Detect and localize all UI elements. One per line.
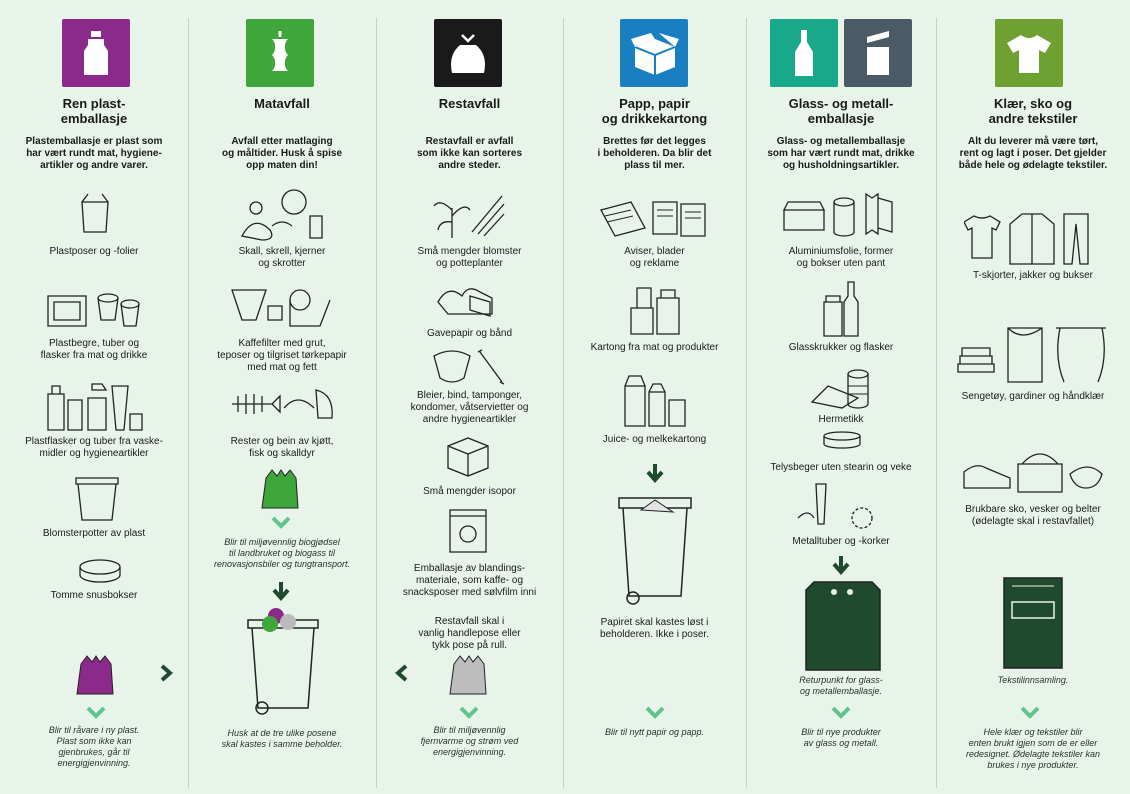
plastic-bag-icon (78, 192, 112, 234)
category-title: Papp, papir og drikkekartong (601, 96, 708, 126)
category-description: Restavfall er avfall som ikke kan sorteres andre steder. (416, 136, 523, 171)
bin-note: Husk at de tre ulike posene skal kastes i samme beholder. (221, 728, 343, 749)
organic-bin-icon (246, 606, 320, 718)
item-label: Aluminiumsfolie, former og bokser uten pant (788, 246, 894, 269)
cardboard-box-icon (620, 19, 688, 87)
result-note: Blir til råvare i ny plast. Plast som ikke kan gjenbrukes, går til energigjenvinning. (48, 725, 140, 768)
item-label: Plastflasker og tuber fra vaske- midler og hygieneartikler (25, 436, 163, 459)
arrow-right-icon (158, 664, 178, 687)
arrow-left-icon (390, 664, 410, 687)
arrow-down-icon (272, 582, 290, 607)
item-label: Kartong fra mat og produkter (590, 342, 719, 353)
chevron-down-icon (645, 706, 665, 725)
category-title: Klær, sko og andre tekstiler (988, 96, 1078, 126)
column-tekstil (936, 0, 1130, 794)
item-label: Plastbegre, tuber og flasker fra mat og drikke (40, 338, 148, 361)
chevron-down-icon (271, 516, 291, 535)
arrow-down-icon (646, 464, 664, 489)
fish-bones-icon (230, 384, 338, 424)
chevron-down-icon (86, 706, 106, 725)
item-label: Blomsterpotter av plast (42, 528, 146, 539)
bin-note: Tekstilinnsamling. (997, 675, 1069, 685)
item-label: T-skjorter, jakker og bukser (972, 270, 1094, 281)
snus-box-icon (76, 557, 124, 585)
detergent-bottles-icon (44, 378, 144, 432)
item-label: Bleier, bind, tamponger, kondomer, våtservietter og andre hygieneartikler (410, 390, 529, 425)
diaper-icon (432, 348, 508, 386)
glass-bottle-icon (770, 19, 838, 87)
item-label: Juice- og melkekartong (602, 434, 707, 445)
item-label: Hermetikk (818, 414, 864, 425)
category-title: Restavfall (438, 96, 501, 111)
plastic-bottle-icon (62, 19, 130, 87)
green-bag-icon (258, 466, 304, 512)
result-note: Hele klær og tekstiler blir enten brukt igjen som de er eller redesignet. Ødelagte tekstiler kan brukes i nye produkter. (965, 727, 1101, 770)
plastic-cups-icon (46, 290, 142, 332)
arrow-down-icon (832, 556, 850, 581)
canned-food-icon (810, 366, 872, 412)
column-plast (0, 0, 188, 794)
trash-bag-icon (434, 19, 502, 87)
item-label: Glasskrukker og flasker (788, 342, 894, 353)
item-label: Kaffefilter med grut, teposer og tilgriset tørkepapir med mat og fett (217, 338, 347, 373)
purple-bag-icon (73, 652, 119, 698)
item-label: Metalltuber og -korker (792, 536, 890, 547)
item-label: Skall, skrell, kjerner og skrotter (238, 246, 326, 269)
styrofoam-icon (444, 436, 492, 478)
potted-plant-icon (432, 192, 508, 240)
category-description: Glass- og metallemballasje som har vært rundt mat, drikke og husholdningsartikler. (767, 136, 915, 171)
paper-bin-icon (617, 488, 693, 606)
category-description: Plastemballasje er plast som har vært rundt mat, hygiene- artikler og andre varer. (25, 136, 163, 171)
metal-tube-caps-icon (796, 482, 884, 530)
coffee-filter-icon (230, 286, 334, 330)
column-restavfall (376, 0, 563, 794)
result-note: Blir til nye produkter av glass og metall. (801, 727, 881, 748)
category-description: Alt du leverer må være tørt, rent og lagt i poser. Det gjelder både hele og ødelagte tekstiler. (958, 136, 1108, 171)
item-label: Telysbeger uten stearin og veke (770, 462, 912, 473)
instruction-text: Restavfall skal i vanlig handlepose eller tykk pose på rull. (418, 616, 521, 651)
category-title: Glass- og metall- emballasje (788, 96, 894, 126)
textile-container-icon (1002, 576, 1064, 670)
cardboard-packages-icon (627, 286, 685, 336)
chevron-down-icon (1020, 706, 1040, 725)
tealight-cup-icon (822, 430, 862, 450)
tshirt-icon (995, 19, 1063, 87)
item-label: Emballasje av blandings- materiale, som kaffe- og snacksposer med sølvfilm inni (402, 563, 537, 598)
gift-wrap-icon (436, 282, 496, 320)
glass-collection-container-icon (804, 580, 882, 672)
bin-note: Papiret skal kastes løst i beholderen. Ikke i poser. (600, 617, 709, 640)
column-glass-metall (746, 0, 936, 794)
column-papp (563, 0, 746, 794)
chevron-down-icon (459, 706, 479, 725)
category-description: Brettes før det legges i beholderen. Da blir det plass til mer. (597, 136, 712, 171)
aluminium-foil-icon (782, 190, 898, 238)
item-label: Små mengder isopor (423, 486, 516, 497)
newspapers-icon (599, 196, 711, 242)
flower-pot-icon (74, 474, 120, 522)
result-note: Blir til miljøvennlig fjernvarme og strøm ved energigjenvinning. (420, 725, 519, 757)
clothes-icon (964, 210, 1100, 266)
item-label: Rester og bein av kjøtt, fisk og skalldyr (230, 436, 334, 459)
category-description: Avfall etter matlaging og måltider. Husk å spise opp maten din! (221, 136, 343, 171)
item-label: Gavepapir og bånd (426, 328, 513, 339)
coffee-bag-icon (446, 506, 490, 556)
item-label: Tomme snusbokser (50, 590, 138, 601)
bed-linen-icon (956, 324, 1108, 384)
apple-core-icon (246, 19, 314, 87)
result-note: Blir til miljøvennlig biogjødsel til landbruket og biogass til renovasjonsbiler og tungtransport. (213, 537, 351, 569)
milk-carton-icon (623, 372, 687, 428)
item-label: Små mengder blomster og potteplanter (417, 246, 522, 269)
item-label: Sengetøy, gardiner og håndklær (961, 391, 1105, 402)
item-label: Brukbare sko, vesker og belter (ødelagte skal i restavfallet) (965, 504, 1101, 527)
tin-can-icon (844, 19, 912, 87)
result-note: Blir til nytt papir og papp. (604, 727, 705, 737)
category-title: Ren plast- emballasje (60, 96, 128, 126)
item-label: Plastposer og -folier (49, 246, 139, 257)
grey-bag-icon (446, 652, 492, 698)
category-title: Matavfall (254, 96, 310, 111)
glass-jar-bottle-icon (822, 280, 860, 338)
column-matavfall (188, 0, 376, 794)
item-label: Aviser, blader og reklame (624, 246, 685, 269)
chevron-down-icon (831, 706, 851, 725)
shoes-bag-belt-icon (962, 444, 1106, 496)
peels-icon (238, 186, 330, 242)
bin-note: Returpunkt for glass- og metallemballasje. (799, 675, 883, 696)
